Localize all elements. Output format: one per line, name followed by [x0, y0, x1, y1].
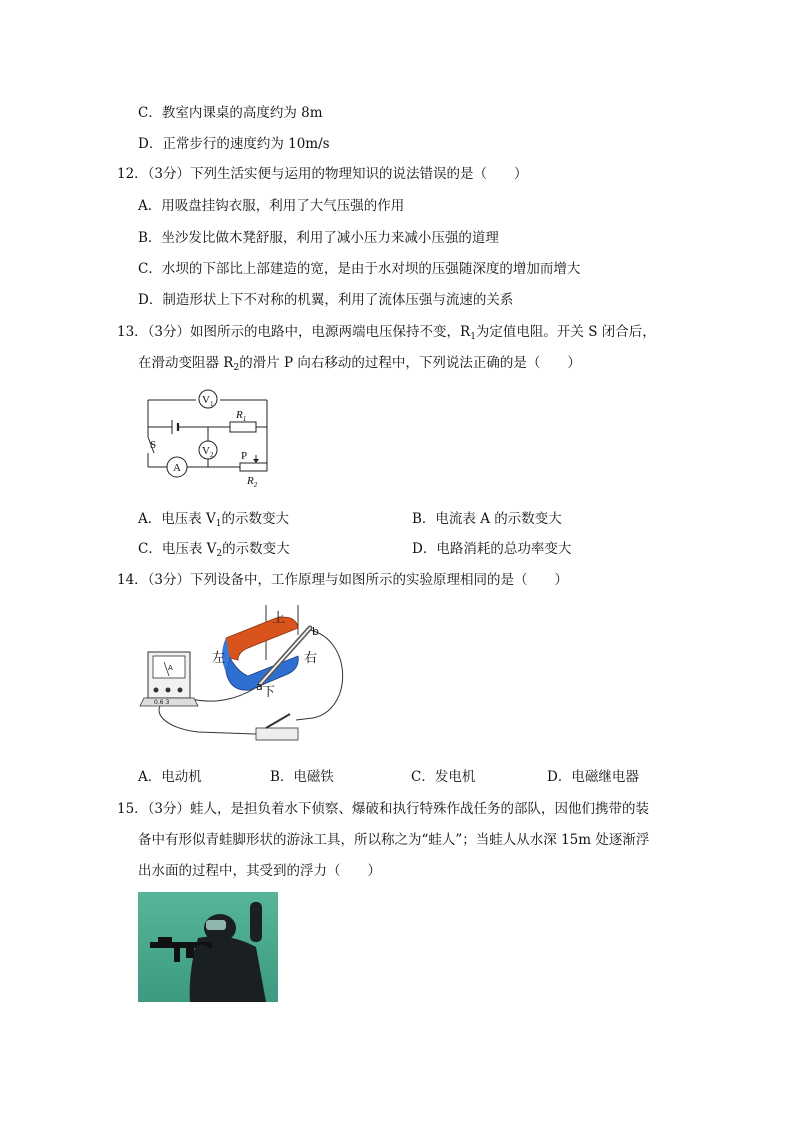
q14-induction-experiment — [138, 600, 358, 750]
q12-option-d: D．制造形状上下不对称的机翼，利用了流体压强与流速的关系 — [138, 292, 514, 308]
q14-option-b: B．电磁铁 — [270, 769, 334, 785]
slider-arrow — [253, 459, 259, 463]
label-right: 右 — [304, 651, 318, 666]
q11-option-d: D．正常步行的速度约为 10m/s — [138, 136, 330, 152]
q14-option-d: D．电磁继电器 — [547, 769, 639, 785]
v2-label: $V_2$ — [202, 445, 214, 459]
galvanometer-symbol: A — [168, 664, 173, 672]
r2-rheostat — [240, 463, 267, 471]
switch-lever — [266, 714, 290, 728]
v1-label: $V_1$ — [202, 394, 214, 408]
label-a: a — [256, 680, 263, 693]
q15-stem-line1: 15．（3分）蛙人，是担负着水下侦察、爆破和执行特殊作战任务的部队，因他们携带的装 — [117, 801, 650, 817]
frogman-photo — [138, 892, 278, 1002]
q13-circuit-diagram — [130, 385, 280, 495]
q13-option-d: D．电路消耗的总功率变大 — [412, 541, 572, 557]
q13-option-a: A．电压表 $V_1$的示数变大 — [138, 511, 290, 529]
q12-stem: 12．（3分）下列生活实便与运用的物理知识的说法错误的是（ ） — [117, 166, 528, 182]
label-down: 下 — [262, 685, 276, 700]
r1-resistor — [230, 422, 256, 432]
label-up: 上 — [272, 611, 286, 626]
knife-switch — [256, 728, 298, 740]
q14-stem: 14．（3分）下列设备中，工作原理与如图所示的实验原理相同的是（ ） — [117, 572, 569, 588]
label-left: 左 — [212, 651, 226, 666]
diver-mask — [206, 920, 226, 930]
q13-option-b: B．电流表 A 的示数变大 — [412, 511, 562, 527]
p-label: P — [241, 450, 248, 462]
r2-label: $R_2$ — [247, 475, 258, 489]
q14-option-c: C．发电机 — [411, 769, 476, 785]
q11-option-c: C．教室内课桌的高度约为 8m — [138, 105, 323, 121]
q14-option-a: A．电动机 — [138, 769, 202, 785]
q13-stem-line2: 在滑动变阻器 $R_2$的滑片 P 向右移动的过程中，下列说法正确的是（ ） — [138, 355, 581, 373]
q13-stem-line1: 13．（3分）如图所示的电路中，电源两端电压保持不变，$R_1$为定值电阻。开关 S 闭合后， — [117, 324, 656, 342]
a-label: A — [173, 462, 181, 474]
q12-option-b: B．坐沙发比做木凳舒服，利用了减小压力来减小压强的道理 — [138, 230, 499, 246]
s-label: S — [150, 439, 157, 451]
q12-option-c: C．水坝的下部比上部建造的宽，是由于水对坝的压强随深度的增加而增大 — [138, 261, 581, 277]
r1-label: $R_1$ — [236, 409, 247, 423]
galvanometer-scale: 0.6 3 — [154, 699, 170, 706]
label-b: b — [312, 625, 319, 638]
q13-option-c: C．电压表 $V_2$的示数变大 — [138, 541, 290, 559]
q15-stem-line2: 备中有形似青蛙脚形状的游泳工具，所以称之为“蛙人”；当蛙人从水深 15m 处逐渐浮 — [138, 832, 650, 848]
q15-stem-line3: 出水面的过程中，其受到的浮力（ ） — [138, 863, 381, 879]
q12-option-a: A．用吸盘挂钩衣服，利用了大气压强的作用 — [138, 198, 405, 214]
